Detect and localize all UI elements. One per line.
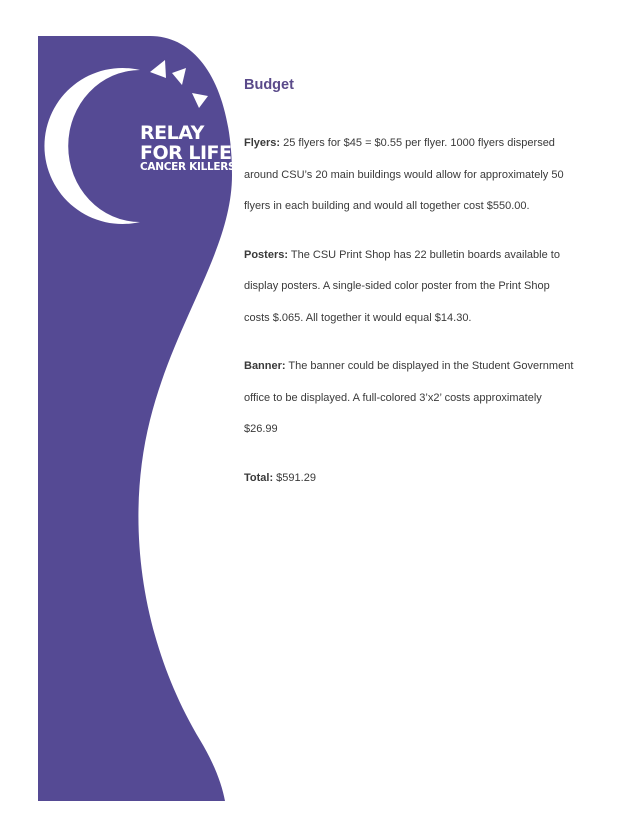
posters-label: Posters: <box>244 248 289 261</box>
posters-paragraph <box>244 240 574 335</box>
banner-paragraph <box>244 351 574 446</box>
flyers-label: Flyers: <box>244 137 281 149</box>
banner-label: Banner: <box>244 360 286 372</box>
logo-title-line1: RELAY <box>140 122 204 144</box>
total-paragraph <box>244 463 574 495</box>
total-label: Total: <box>244 471 274 484</box>
logo-title-line2: FOR LIFE <box>140 142 232 164</box>
page-title: Budget <box>244 77 294 93</box>
flyers-paragraph <box>244 128 574 223</box>
total-text: $591.29 <box>273 471 316 484</box>
budget-content <box>244 74 574 494</box>
posters-text: The CSU Print Shop has 22 bulletin boards available to display posters. A single-sided color poster from the Print Shop costs $.065. All together it would equal $14.30. <box>244 248 560 324</box>
flyers-text: 25 flyers for $45 = $0.55 per flyer. 1000 flyers dispersed around CSU’s 20 main buildings would allow for approximately 50 flyers in each building and would all together cost $550.00. <box>244 137 564 212</box>
logo-tagline: CANCER KILLERS <box>140 161 236 173</box>
banner-text: The banner could be displayed in the Student Government office to be displayed. A full-colored 3’x2’ costs approximately $26.99 <box>244 360 574 435</box>
